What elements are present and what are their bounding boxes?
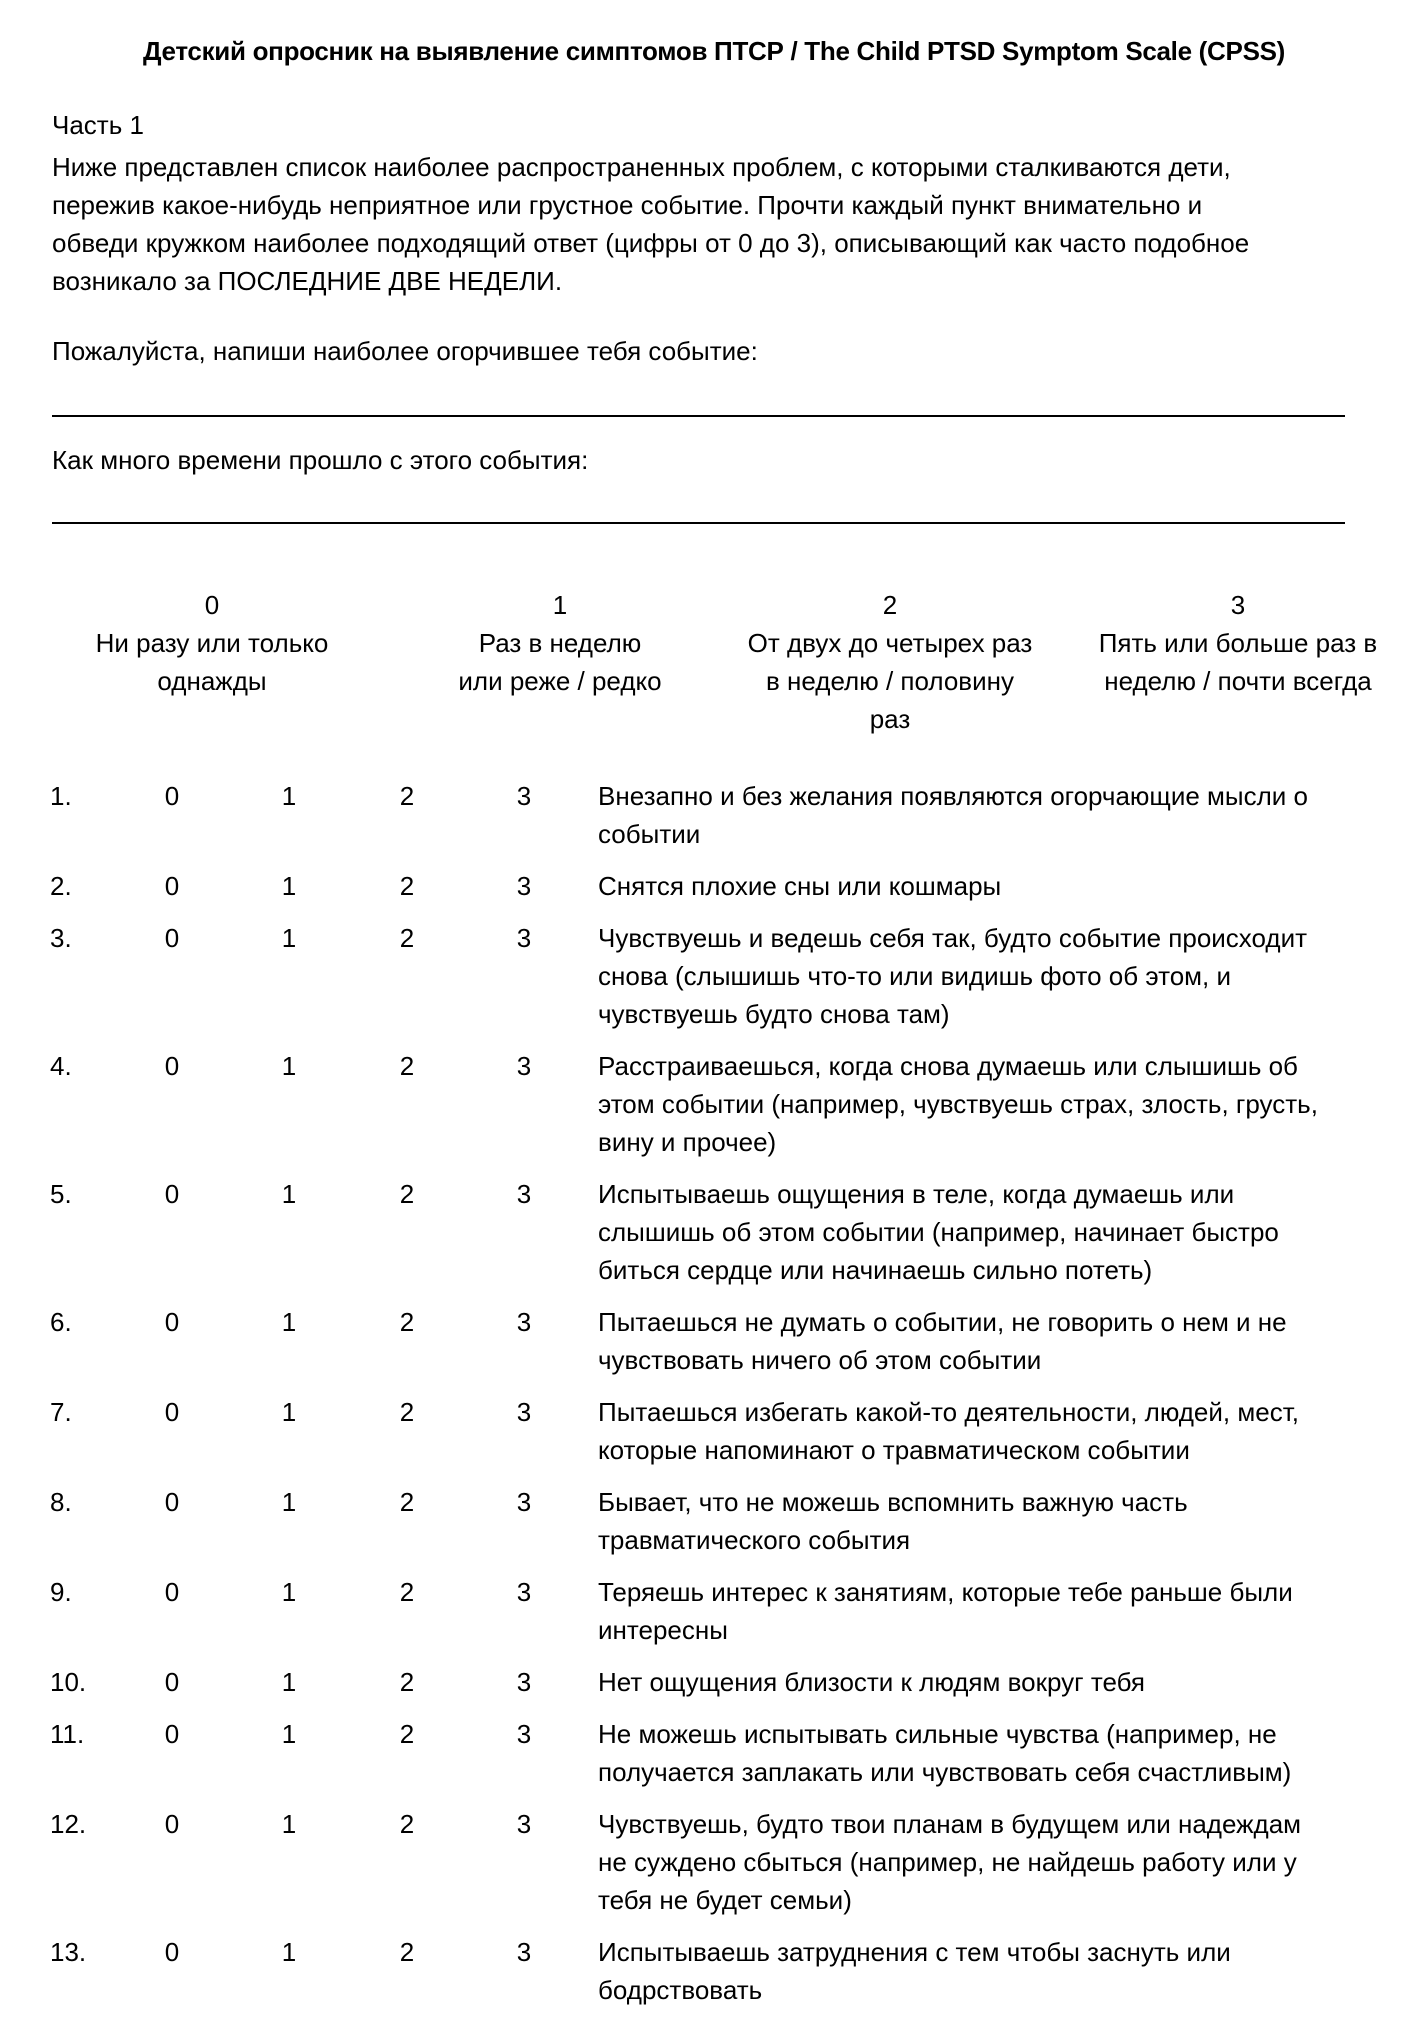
option-0[interactable]: 0 (164, 1719, 180, 1749)
scale-value: 2 (882, 590, 898, 620)
option-1[interactable]: 1 (281, 1397, 297, 1427)
item-text-line: Испытываешь затруднения с тем чтобы заснуть или (598, 1937, 1231, 1967)
instructions (52, 148, 1352, 300)
option-1[interactable]: 1 (281, 1937, 297, 1967)
item-text-line: травматического события (598, 1525, 911, 1555)
item-text-line: Не можешь испытывать сильные чувства (например, не (598, 1719, 1277, 1749)
item-text-line: Снятся плохие сны или кошмары (598, 871, 1002, 901)
scale-description: однажды (157, 666, 267, 696)
item-text-line: чувствовать ничего об этом событии (598, 1345, 1042, 1375)
option-0[interactable]: 0 (164, 923, 180, 953)
option-1[interactable]: 1 (281, 871, 297, 901)
item-text-line: слышишь об этом событии (например, начинает быстро (598, 1217, 1279, 1247)
item-number: 10. (50, 1667, 87, 1697)
item-text-line: Бывает, что не можешь вспомнить важную часть (598, 1487, 1188, 1517)
scale-description: Раз в неделю (478, 628, 642, 658)
item-text-line: бодрствовать (598, 1975, 763, 2005)
item-number: 1. (50, 781, 72, 811)
item-number: 11. (50, 1719, 85, 1749)
scale-description: или реже / редко (458, 666, 662, 696)
option-1[interactable]: 1 (281, 1667, 297, 1697)
option-0[interactable]: 0 (164, 1577, 180, 1607)
item-number: 9. (50, 1577, 72, 1607)
option-2[interactable]: 2 (399, 1179, 415, 1209)
item-text-line: чувствуешь будто снова там) (598, 999, 950, 1029)
item-text (598, 1573, 1388, 1649)
option-3[interactable]: 3 (516, 871, 532, 901)
option-0[interactable]: 0 (164, 1307, 180, 1337)
option-3[interactable]: 3 (516, 781, 532, 811)
option-2[interactable]: 2 (399, 923, 415, 953)
item-text (598, 1483, 1388, 1559)
item-text (598, 777, 1388, 853)
option-1[interactable]: 1 (281, 1487, 297, 1517)
item-text-line: Чувствуешь, будто твои планам в будущем или надеждам (598, 1809, 1302, 1839)
instruction-line: Ниже представлен список наиболее распространенных проблем, с которыми сталкиваются дети, (52, 152, 1231, 182)
item-number: 7. (50, 1397, 72, 1427)
option-1[interactable]: 1 (281, 1051, 297, 1081)
item-number: 4. (50, 1051, 72, 1081)
option-2[interactable]: 2 (399, 1809, 415, 1839)
item-text (598, 1393, 1388, 1469)
item-text-line: Испытываешь ощущения в теле, когда думаешь или (598, 1179, 1235, 1209)
option-1[interactable]: 1 (281, 1719, 297, 1749)
option-3[interactable]: 3 (516, 1397, 532, 1427)
item-text-line: Нет ощущения близости к людям вокруг тебя (598, 1667, 1146, 1697)
item-number: 5. (50, 1179, 72, 1209)
option-3[interactable]: 3 (516, 1179, 532, 1209)
option-2[interactable]: 2 (399, 1667, 415, 1697)
item-text (598, 1303, 1388, 1379)
scale-description: От двух до четырех раз (747, 628, 1033, 658)
option-0[interactable]: 0 (164, 1487, 180, 1517)
option-3[interactable]: 3 (516, 1937, 532, 1967)
option-3[interactable]: 3 (516, 923, 532, 953)
option-0[interactable]: 0 (164, 1937, 180, 1967)
option-0[interactable]: 0 (164, 1809, 180, 1839)
scale-description: неделю / почти всегда (1104, 666, 1372, 696)
item-text-line: Расстраиваешься, когда снова думаешь или слышишь об (598, 1051, 1298, 1081)
option-2[interactable]: 2 (399, 781, 415, 811)
option-0[interactable]: 0 (164, 871, 180, 901)
item-text (598, 1663, 1388, 1701)
option-1[interactable]: 1 (281, 781, 297, 811)
option-0[interactable]: 0 (164, 1051, 180, 1081)
instruction-line: пережив какое-нибудь неприятное или грустное событие. Прочти каждый пункт внимательно и (52, 190, 1203, 220)
item-number: 8. (50, 1487, 72, 1517)
instruction-line: возникало за ПОСЛЕДНИЕ ДВЕ НЕДЕЛИ. (52, 266, 563, 296)
page-title: Детский опросник на выявление симптомов ПТСР / The Child PTSD Symptom Scale (CPSS) (142, 36, 1286, 66)
event-prompt: Пожалуйста, напиши наиболее огорчившее тебя событие: (52, 336, 758, 366)
item-text (598, 1175, 1388, 1289)
item-number: 13. (50, 1937, 87, 1967)
item-text-line: событии (598, 819, 701, 849)
item-text (598, 919, 1388, 1033)
item-text (598, 867, 1388, 905)
scale-column-3 (1078, 586, 1398, 700)
event-answer-line[interactable] (52, 415, 1345, 417)
item-text-line: вину и прочее) (598, 1127, 777, 1157)
item-text-line: тебя не будет семьи) (598, 1885, 852, 1915)
item-text-line: Теряешь интерес к занятиям, которые тебе раньше были (598, 1577, 1293, 1607)
option-1[interactable]: 1 (281, 1577, 297, 1607)
option-1[interactable]: 1 (281, 1307, 297, 1337)
scale-column-0 (62, 586, 362, 700)
instruction-line: обведи кружком наиболее подходящий ответ (цифры от 0 до 3), описывающий как часто подобное (52, 228, 1250, 258)
item-text-line: Пытаешься не думать о событии, не говорить о нем и не (598, 1307, 1287, 1337)
option-1[interactable]: 1 (281, 1179, 297, 1209)
item-text-line: интересны (598, 1615, 728, 1645)
item-text-line: этом событии (например, чувствуешь страх, злость, грусть, (598, 1089, 1318, 1119)
option-3[interactable]: 3 (516, 1809, 532, 1839)
item-text (598, 1805, 1388, 1919)
scale-description: в неделю / половину (766, 666, 1014, 696)
item-text-line: Внезапно и без желания появляются огорчающие мысли о (598, 781, 1308, 811)
option-0[interactable]: 0 (164, 1397, 180, 1427)
scale-value: 0 (204, 590, 220, 620)
option-3[interactable]: 3 (516, 1307, 532, 1337)
option-2[interactable]: 2 (399, 1719, 415, 1749)
option-2[interactable]: 2 (399, 1051, 415, 1081)
option-2[interactable]: 2 (399, 1397, 415, 1427)
scale-value: 1 (552, 590, 568, 620)
time-prompt: Как много времени прошло с этого события: (52, 445, 589, 475)
option-0[interactable]: 0 (164, 1179, 180, 1209)
item-text-line: биться сердце или начинаешь сильно потеть) (598, 1255, 1153, 1285)
time-answer-line[interactable] (52, 522, 1345, 524)
option-1[interactable]: 1 (281, 923, 297, 953)
item-number: 6. (50, 1307, 72, 1337)
item-text-line: Пытаешься избегать какой-то деятельности, людей, мест, (598, 1397, 1299, 1427)
option-2[interactable]: 2 (399, 1307, 415, 1337)
option-2[interactable]: 2 (399, 1937, 415, 1967)
scale-value: 3 (1230, 590, 1246, 620)
scale-description: раз (869, 704, 911, 734)
item-text-line: не суждено сбыться (например, не найдешь работу или у (598, 1847, 1297, 1877)
item-text-line: получается заплакать или чувствовать себя счастливым) (598, 1757, 1292, 1787)
item-number: 2. (50, 871, 72, 901)
scale-description: Пять или больше раз в (1098, 628, 1378, 658)
item-text-line: которые напоминают о травматическом событии (598, 1435, 1190, 1465)
scale-column-2 (740, 586, 1040, 738)
scale-column-1 (410, 586, 710, 700)
option-2[interactable]: 2 (399, 1577, 415, 1607)
item-text (598, 1715, 1388, 1791)
option-2[interactable]: 2 (399, 871, 415, 901)
item-text (598, 1933, 1388, 2009)
option-1[interactable]: 1 (281, 1809, 297, 1839)
item-text (598, 1047, 1388, 1161)
option-2[interactable]: 2 (399, 1487, 415, 1517)
item-number: 3. (50, 923, 72, 953)
option-0[interactable]: 0 (164, 781, 180, 811)
option-3[interactable]: 3 (516, 1487, 532, 1517)
option-3[interactable]: 3 (516, 1577, 532, 1607)
item-number: 12. (50, 1809, 87, 1839)
option-0[interactable]: 0 (164, 1667, 180, 1697)
part-label: Часть 1 (52, 110, 144, 140)
option-3[interactable]: 3 (516, 1719, 532, 1749)
item-text-line: Чувствуешь и ведешь себя так, будто событие происходит (598, 923, 1307, 953)
item-text-line: снова (слышишь что-то или видишь фото об этом, и (598, 961, 1232, 991)
option-3[interactable]: 3 (516, 1051, 532, 1081)
option-3[interactable]: 3 (516, 1667, 532, 1697)
scale-description: Ни разу или только (95, 628, 329, 658)
